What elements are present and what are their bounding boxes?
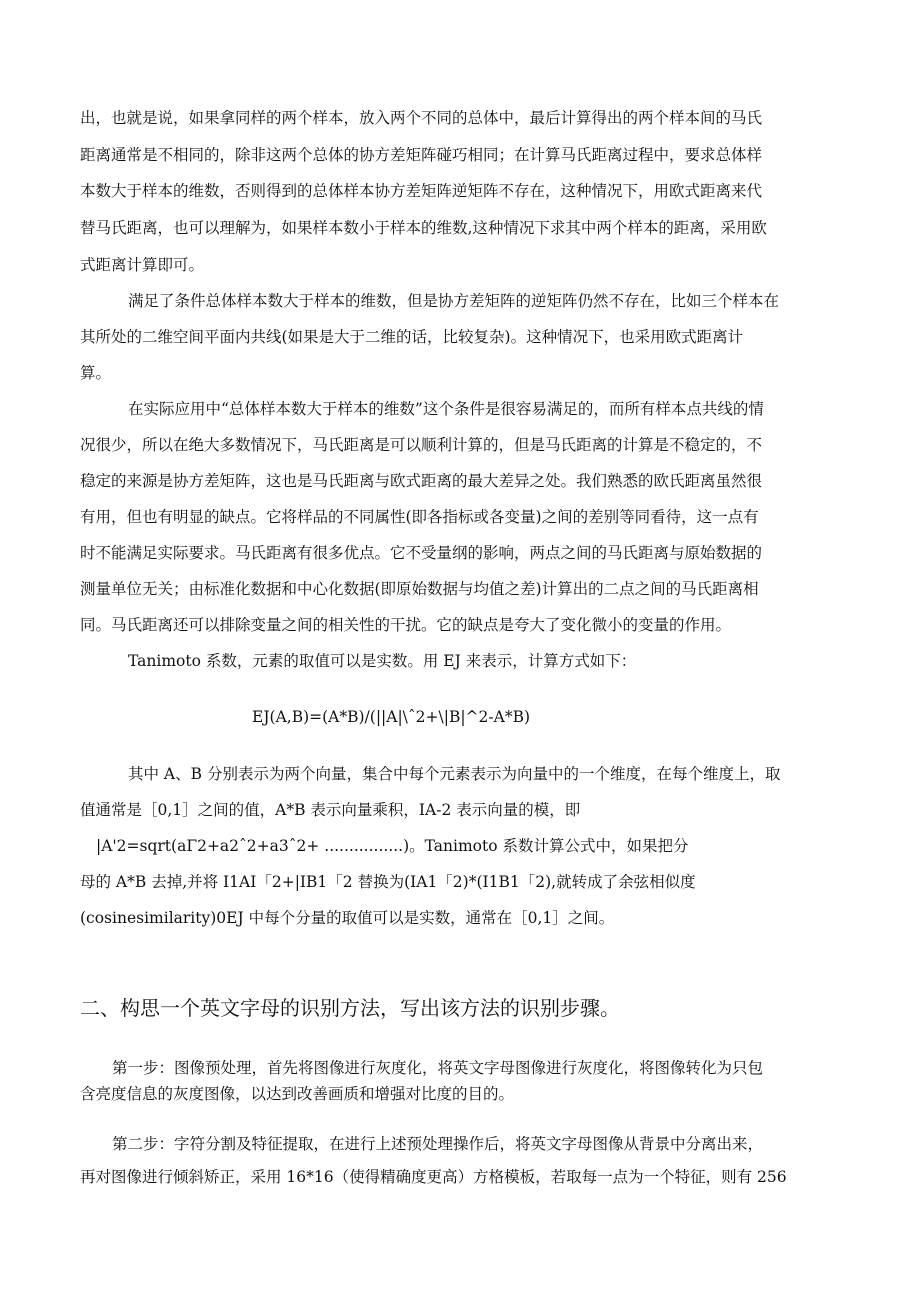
paragraph-line: |A'2=sqrt(aΓ2+a2ˆ2+a3ˆ2+ ................)。Tanimoto 系数计算公式中，如果把分 — [96, 837, 689, 855]
paragraph-line: 时不能满足实际要求。马氏距离有很多优点。它不受量纲的影响，两点之间的马氏距离与原始数据的 — [80, 544, 763, 562]
paragraph-line: 其所处的二维空间平面内共线(如果是大于二维的话，比较复杂)。这种情况下，也采用欧式距离计 — [80, 328, 744, 346]
paragraph-line: 值通常是［0,1］之间的值，A*B 表示向量乘积，IA-2 表示向量的模，即 — [80, 801, 581, 819]
paragraph-line: 算。 — [80, 364, 112, 382]
step-line: 第二步：字符分割及特征提取，在进行上述预处理操作后，将英文字母图像从背景中分离出来， — [112, 1135, 764, 1153]
tanimoto-formula: EJ(A,B)=(A*B)/(||A|\ˆ2+\|B|^2-A*B) — [252, 708, 531, 726]
paragraph-line: 本数大于样本的维数，否则得到的总体样本协方差矩阵逆矩阵不存在，这种情况下，用欧式距离来代 — [80, 182, 763, 200]
paragraph-line: 测量单位无关；由标准化数据和中心化数据(即原始数据与均值之差)计算出的二点之间的马氏距离相 — [80, 580, 759, 598]
paragraph-line: 况很少，所以在绝大多数情况下，马氏距离是可以顺利计算的，但是马氏距离的计算是不稳定的，不 — [80, 436, 763, 454]
paragraph-line: 满足了条件总体样本数大于样本的维数，但是协方差矩阵的逆矩阵仍然不存在，比如三个样本在 — [128, 292, 780, 310]
step-line: 再对图像进行倾斜矫正，采用 16*16（使得精确度更高）方格模板，若取每一点为一个特征，则有 256 — [80, 1168, 787, 1186]
paragraph-line: 稳定的来源是协方差矩阵，这也是马氏距离与欧式距离的最大差异之处。我们熟悉的欧氏距离虽然很 — [80, 472, 763, 490]
paragraph-line: 其中 A、B 分别表示为两个向量，集合中每个元素表示为向量中的一个维度，在每个维度上，取 — [128, 765, 781, 783]
paragraph-line: 同。马氏距离还可以排除变量之间的相关性的干扰。它的缺点是夸大了变化微小的变量的作用。 — [80, 616, 732, 634]
step-line: 含亮度信息的灰度图像，以达到改善画质和增强对比度的目的。 — [80, 1085, 515, 1103]
paragraph-line: 母的 A*B 去掉,并将 I1AI「2+|IB1「2 替换为(IA1「2)*(I1B1「2),就转成了余弦相似度 — [80, 873, 696, 891]
paragraph-line: 有用，但也有明显的缺点。它将样品的不同属性(即各指标或各变量)之间的差别等同看待，这一点有 — [80, 508, 759, 526]
step-line: 第一步：图像预处理，首先将图像进行灰度化，将英文字母图像进行灰度化，将图像转化为只包 — [112, 1059, 764, 1077]
paragraph-line: Tanimoto 系数，元素的取值可以是实数。用 EJ 来表示，计算方式如下： — [128, 652, 637, 670]
paragraph-line: 替马氏距离，也可以理解为，如果样本数小于样本的维数,这种情况下求其中两个样本的距离，采用欧 — [80, 219, 767, 237]
paragraph-line: (cosinesimilarity)0EJ 中每个分量的取值可以是实数，通常在［0,1］之间。 — [80, 909, 615, 927]
paragraph-line: 出，也就是说，如果拿同样的两个样本，放入两个不同的总体中，最后计算得出的两个样本间的马氏 — [80, 109, 763, 127]
paragraph-line: 在实际应用中“总体样本数大于样本的维数”这个条件是很容易满足的，而所有样本点共线的情 — [128, 400, 764, 418]
section-heading: 二、构思一个英文字母的识别方法，写出该方法的识别步骤。 — [80, 996, 620, 1020]
paragraph-line: 距离通常是不相同的，除非这两个总体的协方差矩阵碰巧相同；在计算马氏距离过程中，要求总体样 — [80, 146, 763, 164]
paragraph-line: 式距离计算即可。 — [80, 256, 205, 274]
